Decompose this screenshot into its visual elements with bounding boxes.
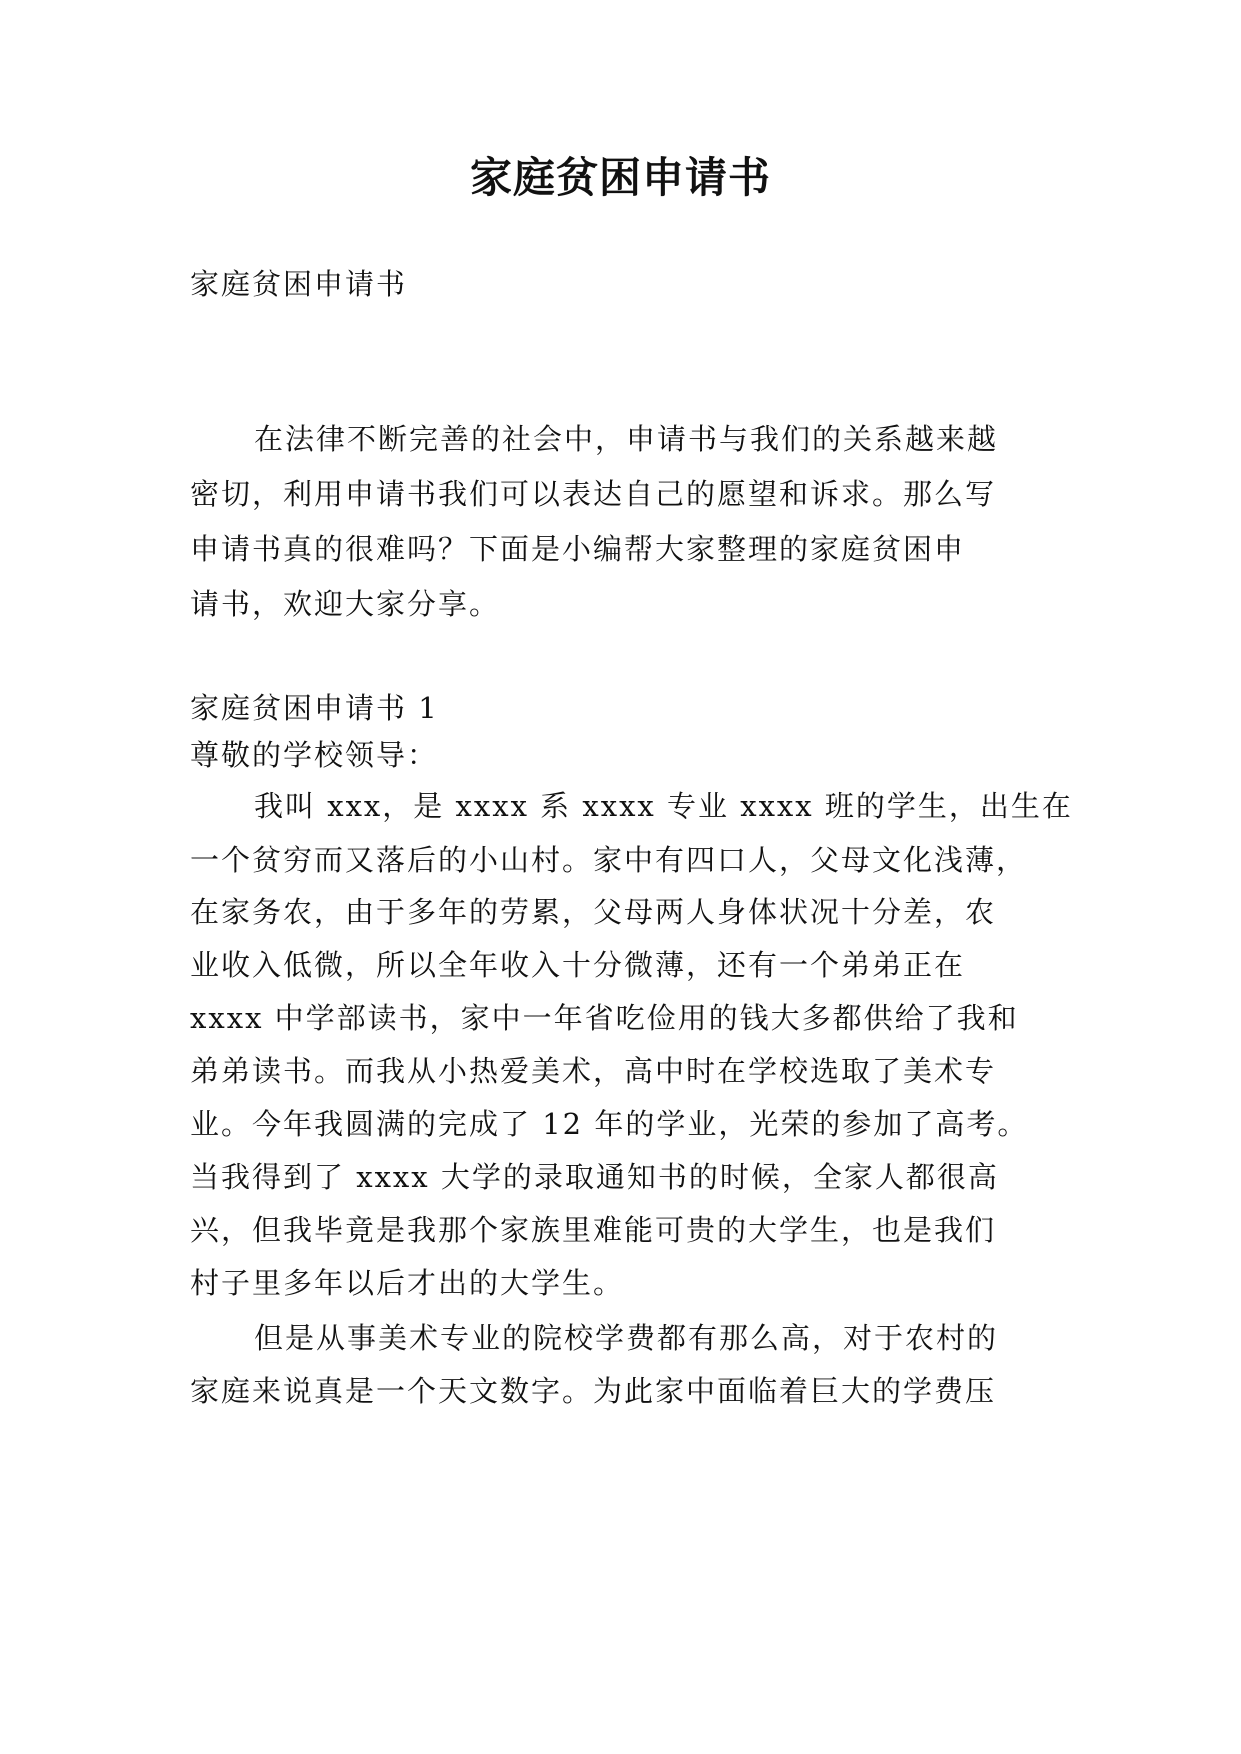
body-line: 业。今年我圆满的完成了 12 年的学业，光荣的参加了高考。 — [190, 1107, 1029, 1141]
salutation: 尊敬的学校领导： — [190, 738, 439, 772]
body-line: 在家务农，由于多年的劳累，父母两人身体状况十分差，农 — [190, 895, 997, 929]
body-line: 但是从事美术专业的院校学费都有那么高，对于农村的 — [254, 1321, 999, 1355]
intro-line: 申请书真的很难吗？下面是小编帮大家整理的家庭贫困申 — [190, 532, 966, 566]
intro-line: 请书，欢迎大家分享。 — [190, 587, 501, 621]
body-line: 当我得到了 xxxx 大学的录取通知书的时候，全家人都很高 — [190, 1160, 999, 1194]
body-line: 兴，但我毕竟是我那个家族里难能可贵的大学生，也是我们 — [190, 1213, 997, 1247]
document-title: 家庭贫困申请书 — [469, 153, 771, 202]
body-line: 我叫 xxx，是 xxxx 系 xxxx 专业 xxxx 班的学生，出生在 — [254, 789, 1073, 823]
body-line: 一个贫穷而又落后的小山村。家中有四口人，父母文化浅薄， — [190, 843, 1028, 877]
document-subtitle: 家庭贫困申请书 — [190, 267, 408, 301]
intro-line: 密切，利用申请书我们可以表达自己的愿望和诉求。那么写 — [190, 477, 997, 511]
section-heading: 家庭贫困申请书 1 — [190, 691, 439, 725]
body-line: 村子里多年以后才出的大学生。 — [190, 1266, 625, 1300]
body-line: 业收入低微，所以全年收入十分微薄，还有一个弟弟正在 — [190, 948, 966, 982]
body-line: 弟弟读书。而我从小热爱美术，高中时在学校选取了美术专 — [190, 1054, 997, 1088]
body-line: xxxx 中学部读书，家中一年省吃俭用的钱大多都供给了我和 — [190, 1001, 1019, 1035]
body-line: 家庭来说真是一个天文数字。为此家中面临着巨大的学费压 — [190, 1374, 997, 1408]
intro-line: 在法律不断完善的社会中，申请书与我们的关系越来越 — [254, 422, 999, 456]
